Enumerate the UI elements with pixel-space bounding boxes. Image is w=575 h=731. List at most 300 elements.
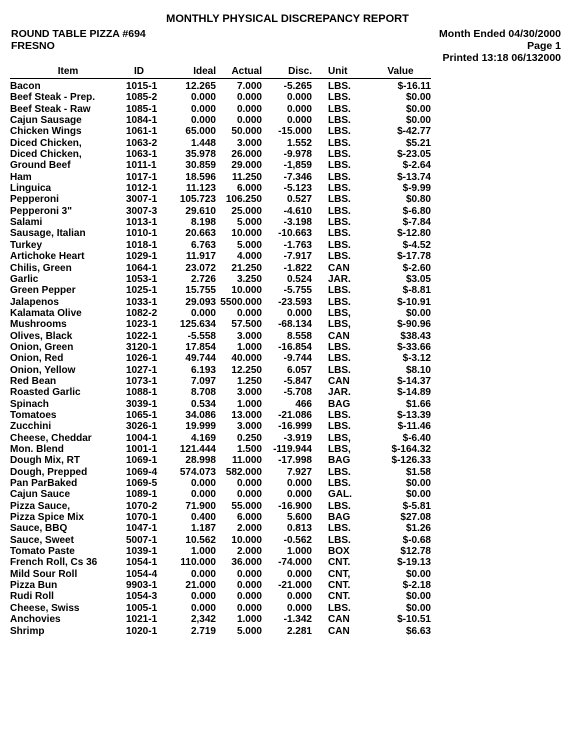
item-name: Onion, Green [10, 341, 74, 353]
unit: LBS, [328, 432, 351, 444]
unit: CNT. [328, 557, 351, 569]
item-name: Bacon [10, 81, 41, 92]
item-id: 1069-1 [126, 455, 158, 467]
value: $-4.52 [402, 239, 431, 251]
unit: LBS, [328, 444, 351, 455]
item-name: Salami [10, 217, 43, 229]
table-row [10, 569, 431, 580]
ideal-qty: 0.000 [190, 568, 216, 580]
table-row [10, 138, 431, 149]
ideal-qty: 10.562 [185, 534, 216, 546]
item-id: 1010-1 [126, 228, 158, 240]
discrepancy: -5.755 [283, 285, 312, 297]
value: $-0.68 [402, 534, 431, 546]
actual-qty: 1.500 [236, 444, 262, 455]
table-row [10, 376, 431, 387]
discrepancy: -10.663 [278, 228, 312, 240]
item-name: Green Pepper [10, 285, 76, 297]
item-name: Ground Beef [10, 160, 71, 172]
unit: LBS. [328, 353, 351, 365]
item-name: Ham [10, 171, 32, 183]
discrepancy: 0.524 [286, 273, 312, 285]
item-id: 1069-4 [126, 466, 158, 478]
discrepancy: -3.198 [283, 217, 312, 229]
item-id: 3039-1 [126, 398, 158, 410]
actual-qty: 57.500 [231, 319, 262, 331]
actual-qty: 5.000 [236, 217, 262, 229]
actual-qty: 0.000 [236, 580, 262, 592]
item-id: 1061-1 [126, 126, 158, 138]
value: $-11.46 [397, 421, 431, 433]
unit: GAL. [328, 489, 352, 501]
ideal-qty: 28.998 [185, 455, 216, 467]
item-name: Onion, Yellow [10, 364, 76, 376]
table-row [10, 183, 431, 194]
actual-qty: 1.000 [236, 398, 262, 410]
value: $-2.18 [402, 580, 431, 592]
discrepancy: 7.927 [286, 466, 312, 478]
ideal-qty: 4.169 [190, 432, 216, 444]
ideal-qty: 15.755 [185, 285, 216, 297]
unit: LBS. [328, 183, 351, 195]
discrepancy: -17.998 [278, 455, 312, 467]
item-name: Olives, Black [10, 330, 73, 342]
item-id: 5007-1 [126, 534, 158, 546]
actual-qty: 0.000 [236, 103, 262, 115]
unit: LBS. [328, 217, 351, 229]
actual-qty: 0.000 [236, 591, 262, 603]
actual-qty: 36.000 [231, 557, 262, 569]
discrepancy: 466 [295, 398, 312, 410]
unit: LBS. [328, 239, 351, 251]
actual-qty: 106.250 [225, 194, 262, 206]
item-name: Linguica [10, 183, 52, 195]
item-id: 1054-3 [126, 591, 158, 603]
table-row [10, 81, 431, 92]
value: $-3.12 [402, 353, 431, 365]
unit: BOX [328, 546, 350, 558]
table-row [10, 387, 431, 398]
table-row [10, 546, 431, 557]
actual-qty: 40.000 [231, 353, 262, 365]
discrepancy: -4.610 [283, 205, 312, 217]
unit: LBS. [328, 296, 351, 308]
value: $-14.89 [397, 387, 431, 399]
actual-qty: 5.000 [236, 239, 262, 251]
ideal-qty: 20.663 [185, 228, 216, 240]
actual-qty: 0.000 [236, 92, 262, 104]
column-header-id: ID [134, 66, 144, 77]
table-row [10, 308, 431, 319]
actual-qty: 55.000 [231, 500, 262, 512]
value: $-6.80 [402, 205, 431, 217]
item-name: Anchovies [10, 614, 61, 626]
item-name: Beef Steak - Raw [10, 103, 91, 115]
actual-qty: 0.000 [236, 489, 262, 501]
item-id: 1085-1 [126, 103, 158, 115]
table-row [10, 228, 431, 239]
value: $27.08 [400, 512, 431, 524]
value: $-33.66 [397, 341, 431, 353]
value: $-13.39 [397, 409, 431, 421]
item-name: Sausage, Italian [10, 228, 86, 240]
item-name: Diced Chicken, [10, 137, 82, 149]
discrepancy: 0.813 [286, 523, 312, 535]
discrepancy: -9.978 [283, 149, 312, 161]
item-id: 1023-1 [126, 319, 158, 331]
discrepancy: -1.763 [283, 239, 312, 251]
value: $-8.81 [402, 285, 431, 297]
actual-qty: 3.000 [236, 330, 262, 342]
item-id: 1029-1 [126, 251, 158, 263]
item-id: 3007-3 [126, 205, 158, 217]
item-id: 1020-1 [126, 625, 158, 637]
item-name: Cajun Sausage [10, 115, 82, 127]
ideal-qty: 65.000 [185, 126, 216, 138]
item-id: 1047-1 [126, 523, 158, 535]
column-header-ideal: Ideal [193, 66, 216, 77]
item-name: Dough, Prepped [10, 466, 88, 478]
ideal-qty: 1.187 [190, 523, 216, 535]
printed-timestamp: Printed 13:18 06/132000 [442, 52, 561, 64]
ideal-qty: 110.000 [180, 557, 216, 569]
item-id: 1069-5 [126, 478, 158, 490]
ideal-qty: 8.708 [190, 387, 216, 399]
item-id: 1070-1 [126, 512, 158, 524]
actual-qty: 0.000 [236, 307, 262, 319]
table-header [10, 66, 431, 79]
unit: LBS, [328, 319, 351, 331]
item-name: Onion, Red [10, 353, 64, 365]
item-name: Pan ParBaked [10, 478, 78, 490]
item-name: Kalamata Olive [10, 307, 82, 319]
ideal-qty: 1.000 [190, 546, 216, 558]
value: $-14.37 [397, 375, 431, 387]
item-name: Pepperoni [10, 194, 59, 206]
discrepancy: 8.558 [286, 330, 312, 342]
value: $0.00 [405, 602, 431, 614]
value: $5.21 [405, 137, 431, 149]
item-name: Artichoke Heart [10, 251, 85, 263]
item-id: 1015-1 [126, 81, 158, 92]
discrepancy: 0.000 [286, 568, 312, 580]
ideal-qty: 7.097 [190, 375, 216, 387]
discrepancy: -1,859 [283, 160, 312, 172]
value: $-2.60 [402, 262, 431, 274]
discrepancy: -5.847 [283, 375, 312, 387]
item-name: Garlic [10, 273, 39, 285]
store-info [11, 28, 146, 52]
discrepancy: -7.917 [283, 251, 312, 263]
item-name: Sauce, Sweet [10, 534, 74, 546]
item-id: 1012-1 [126, 183, 158, 195]
ideal-qty: 49.744 [185, 353, 216, 365]
discrepancy: 5.600 [286, 512, 312, 524]
item-name: Pepperoni 3" [10, 205, 72, 217]
table-row [10, 353, 431, 364]
discrepancy: 0.000 [286, 103, 312, 115]
discrepancy: -5.123 [283, 183, 312, 195]
actual-qty: 0.250 [236, 432, 262, 444]
ideal-qty: 6.763 [190, 239, 216, 251]
table-row [10, 104, 431, 115]
item-name: Pizza Bun [10, 580, 58, 592]
item-id: 1065-1 [126, 409, 158, 421]
unit: LBS. [328, 205, 351, 217]
table-row [10, 206, 431, 217]
value: $0.00 [405, 478, 431, 490]
unit: LBS. [328, 137, 351, 149]
ideal-qty: 18.596 [185, 171, 216, 183]
actual-qty: 11.000 [231, 455, 262, 467]
unit: LBS. [328, 194, 351, 206]
ideal-qty: 574.073 [179, 466, 216, 478]
unit: LBS. [328, 92, 351, 104]
item-id: 1063-1 [126, 149, 158, 161]
item-id: 1001-1 [126, 444, 158, 455]
actual-qty: 0.000 [236, 115, 262, 127]
actual-qty: 26.000 [231, 149, 262, 161]
table-row [10, 467, 431, 478]
ideal-qty: 29.610 [185, 205, 216, 217]
table-row [10, 92, 431, 103]
item-name: Pizza Sauce, [10, 500, 71, 512]
table-row [10, 399, 431, 410]
report-meta [439, 28, 561, 64]
actual-qty: 3.000 [236, 137, 262, 149]
item-name: Dough Mix, RT [10, 455, 80, 467]
table-row [10, 512, 431, 523]
discrepancy: 0.000 [286, 92, 312, 104]
unit: BAG [328, 398, 351, 410]
item-name: Diced Chicken, [10, 149, 82, 161]
table-row [10, 365, 431, 376]
item-id: 1063-2 [126, 137, 158, 149]
unit: CAN [328, 262, 350, 274]
table-row [10, 557, 431, 568]
item-name: Mild Sour Roll [10, 568, 78, 580]
table-row [10, 251, 431, 262]
unit: LBS. [328, 160, 351, 172]
ideal-qty: 11.917 [185, 251, 216, 263]
item-name: Cajun Sauce [10, 489, 71, 501]
unit: LBS. [328, 466, 351, 478]
actual-qty: 2.000 [236, 546, 262, 558]
discrepancy: 0.000 [286, 115, 312, 127]
unit: LBS. [328, 341, 351, 353]
column-header-actual: Actual [231, 66, 262, 77]
value: $0.00 [405, 307, 431, 319]
actual-qty: 7.000 [236, 81, 262, 92]
table-row [10, 478, 431, 489]
discrepancy: -16.900 [278, 500, 312, 512]
item-name: Turkey [10, 239, 43, 251]
value: $-17.78 [397, 251, 431, 263]
table-row [10, 331, 431, 342]
discrepancy: 6.057 [286, 364, 312, 376]
unit: LBS. [328, 228, 351, 240]
value: $1.66 [405, 398, 431, 410]
item-name: Rudi Roll [10, 591, 54, 603]
table-row [10, 535, 431, 546]
ideal-qty: 0.534 [190, 398, 216, 410]
actual-qty: 0.000 [236, 568, 262, 580]
actual-qty: 50.000 [231, 126, 262, 138]
report-title: MONTHLY PHYSICAL DISCREPANCY REPORT [166, 13, 409, 25]
item-id: 1054-4 [126, 568, 158, 580]
table-row [10, 591, 431, 602]
unit: JAR. [328, 273, 351, 285]
table-row [10, 285, 431, 296]
item-id: 1073-1 [126, 375, 158, 387]
table-row [10, 410, 431, 421]
table-row [10, 421, 431, 432]
table-row [10, 444, 431, 455]
table-row [10, 240, 431, 251]
value: $0.00 [405, 489, 431, 501]
discrepancy: 1.000 [286, 546, 312, 558]
ideal-qty: 0.400 [190, 512, 216, 524]
value: $-5.81 [402, 500, 431, 512]
actual-qty: 13.000 [231, 409, 262, 421]
actual-qty: 6.000 [236, 512, 262, 524]
discrepancy: 1.552 [286, 137, 312, 149]
ideal-qty: 2.726 [190, 273, 216, 285]
discrepancy: -1.342 [283, 614, 312, 626]
ideal-qty: 0.000 [190, 478, 216, 490]
ideal-qty: 23.072 [185, 262, 216, 274]
unit: LBS. [328, 251, 351, 263]
item-id: 1026-1 [126, 353, 158, 365]
discrepancy: -74.000 [278, 557, 312, 569]
ideal-qty: 0.000 [190, 307, 216, 319]
table-row [10, 342, 431, 353]
ideal-qty: 125.634 [179, 319, 216, 331]
item-id: 1022-1 [126, 330, 158, 342]
unit: LBS. [328, 602, 351, 614]
value: $-23.05 [397, 149, 431, 161]
unit: LBS. [328, 81, 351, 92]
discrepancy: -23.593 [278, 296, 312, 308]
unit: LBS. [328, 149, 351, 161]
item-name: Beef Steak - Prep. [10, 92, 96, 104]
item-name: Tomato Paste [10, 546, 75, 558]
ideal-qty: 2.719 [190, 625, 216, 637]
item-id: 1085-2 [126, 92, 158, 104]
actual-qty: 3.000 [236, 387, 262, 399]
value: $-42.77 [397, 126, 431, 138]
item-name: Red Bean [10, 375, 57, 387]
table-row [10, 501, 431, 512]
discrepancy: -21.000 [278, 580, 312, 592]
ideal-qty: 0.000 [190, 103, 216, 115]
actual-qty: 12.250 [231, 364, 262, 376]
discrepancy: -5.265 [283, 81, 312, 92]
table-row [10, 172, 431, 183]
ideal-qty: 30.859 [185, 160, 216, 172]
item-id: 3026-1 [126, 421, 158, 433]
actual-qty: 10.000 [231, 228, 262, 240]
item-id: 1027-1 [126, 364, 158, 376]
item-name: French Roll, Cs 36 [10, 557, 98, 569]
table-row [10, 455, 431, 466]
discrepancy: -9.744 [283, 353, 312, 365]
item-name: Chicken Wings [10, 126, 82, 138]
item-id: 1018-1 [126, 239, 158, 251]
page-number: Page 1 [527, 40, 561, 52]
item-id: 1011-1 [126, 160, 157, 172]
value: $12.78 [400, 546, 431, 558]
table-row [10, 523, 431, 534]
unit: CAN [328, 330, 350, 342]
table-row [10, 603, 431, 614]
ideal-qty: 105.723 [179, 194, 216, 206]
table-row [10, 433, 431, 444]
item-id: 1088-1 [126, 387, 158, 399]
unit: CNT. [328, 580, 351, 592]
value: $0.80 [405, 194, 431, 206]
unit: CNT, [328, 568, 351, 580]
actual-qty: 0.000 [236, 602, 262, 614]
column-header-disc: Disc. [288, 66, 312, 77]
discrepancy: 0.527 [286, 194, 312, 206]
discrepancy: -3.919 [283, 432, 312, 444]
actual-qty: 29.000 [231, 160, 262, 172]
item-id: 1053-1 [126, 273, 158, 285]
unit: LBS. [328, 534, 351, 546]
table-row [10, 263, 431, 274]
value: $0.00 [405, 115, 431, 127]
actual-qty: 5500.000 [220, 296, 262, 308]
unit: LBS. [328, 126, 351, 138]
value: $6.63 [405, 625, 431, 637]
discrepancy: 0.000 [286, 307, 312, 319]
discrepancy: -21.086 [278, 409, 312, 421]
table-row [10, 274, 431, 285]
unit: LBS. [328, 478, 351, 490]
unit: CAN [328, 375, 350, 387]
ideal-qty: 0.000 [190, 591, 216, 603]
actual-qty: 2.000 [236, 523, 262, 535]
column-header-unit: Unit [328, 66, 348, 77]
unit: LBS. [328, 500, 351, 512]
unit: BAG [328, 455, 351, 467]
actual-qty: 11.250 [231, 171, 262, 183]
value: $-10.51 [397, 614, 431, 626]
actual-qty: 5.000 [236, 625, 262, 637]
discrepancy: -15.000 [278, 126, 312, 138]
ideal-qty: 34.086 [185, 409, 216, 421]
value: $0.00 [405, 568, 431, 580]
unit: LBS. [328, 364, 351, 376]
table-row [10, 489, 431, 500]
actual-qty: 1.000 [236, 614, 262, 626]
unit: LBS. [328, 115, 351, 127]
unit: CAN [328, 625, 350, 637]
table-row [10, 194, 431, 205]
actual-qty: 21.250 [231, 262, 262, 274]
item-id: 1082-2 [126, 307, 158, 319]
value: $0.00 [405, 92, 431, 104]
discrepancy: 0.000 [286, 602, 312, 614]
actual-qty: 1.000 [236, 341, 262, 353]
table-row [10, 626, 431, 637]
discrepancy-table [10, 66, 431, 637]
item-id: 1025-1 [126, 285, 158, 297]
value: $-10.91 [397, 296, 431, 308]
unit: LBS. [328, 421, 351, 433]
item-name: Jalapenos [10, 296, 59, 308]
